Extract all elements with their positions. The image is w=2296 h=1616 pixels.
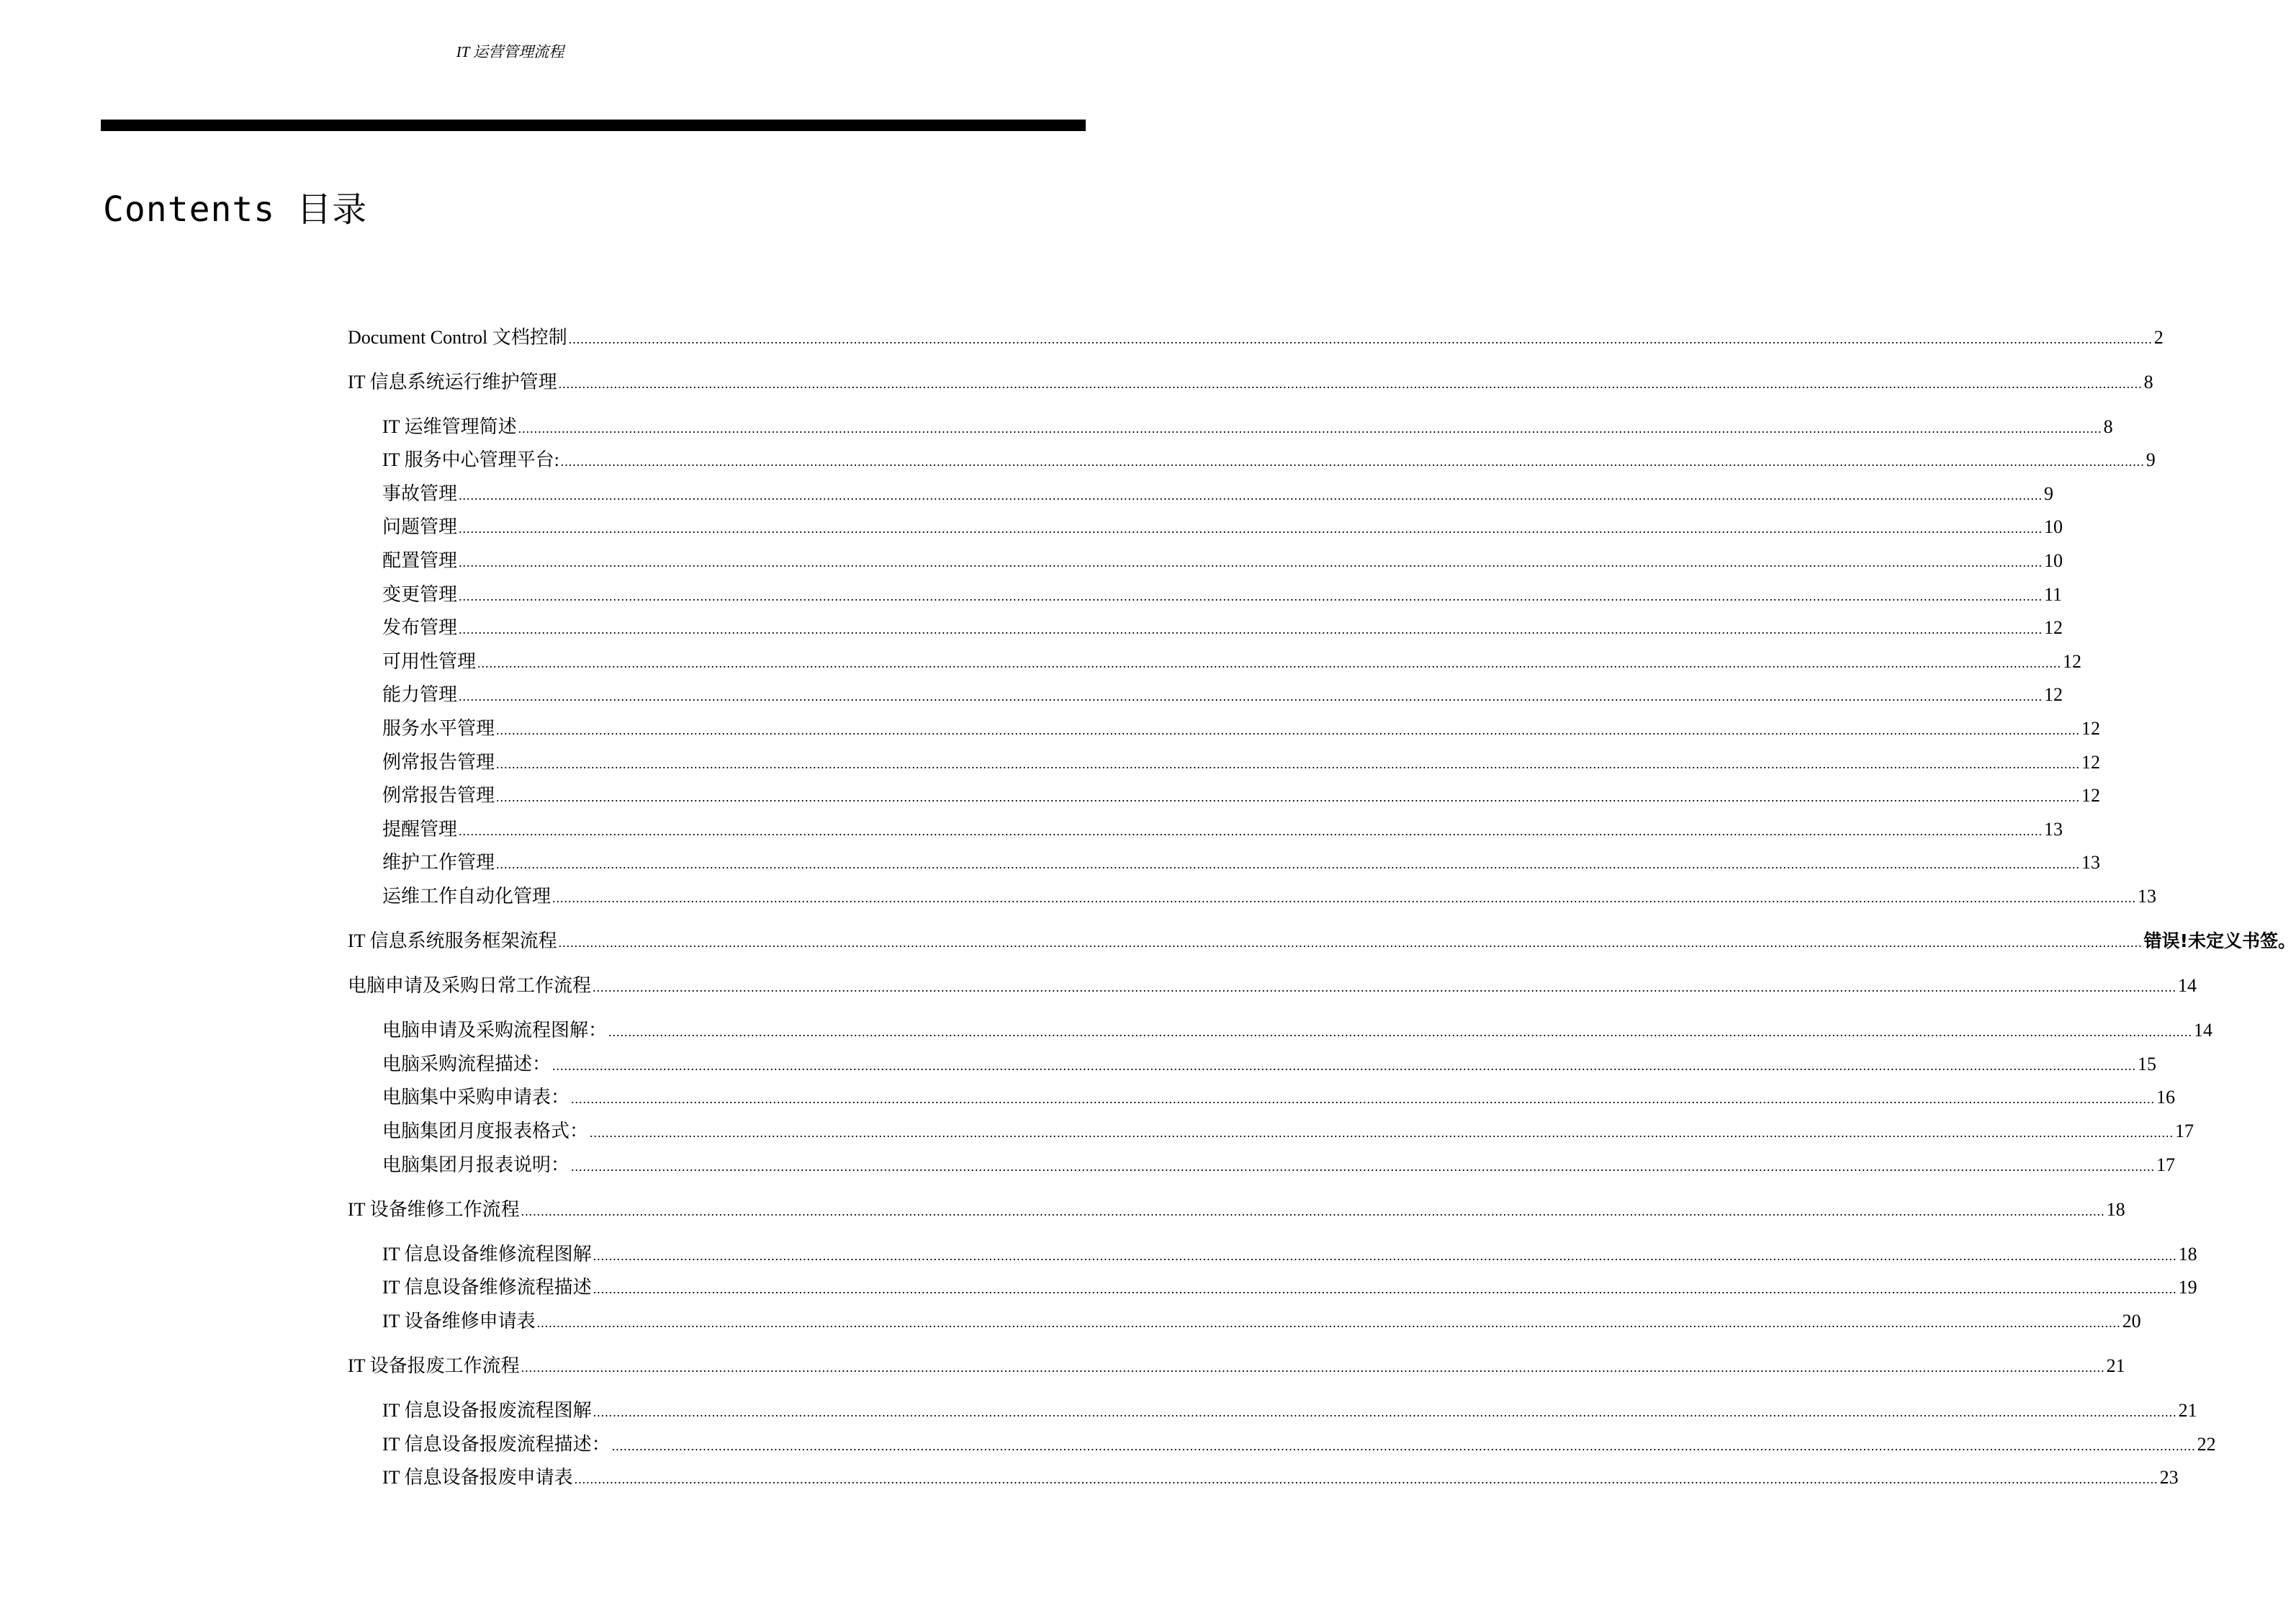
toc-page-number[interactable]: 12 [2063,650,2082,672]
toc-entry[interactable] [348,366,2153,400]
toc-entry-label[interactable]: IT 信息设备报废流程图解 [382,1400,592,1422]
toc-entry[interactable] [348,511,2063,544]
toc-page-number[interactable]: 13 [2044,818,2063,840]
toc-entry[interactable] [348,544,2063,578]
toc-page-number[interactable]: 20 [2122,1311,2141,1332]
toc-page-number[interactable]: 12 [2081,718,2101,740]
toc-entry-label[interactable]: IT 信息设备报废流程描述： [382,1433,611,1455]
toc-page-number[interactable]: 23 [2159,1467,2179,1489]
toc-page-number[interactable]: 8 [2143,371,2153,392]
toc-page-number[interactable]: 21 [2106,1355,2125,1377]
toc-entry[interactable] [348,1428,2216,1462]
toc-entry[interactable] [348,712,2101,746]
dot-leader: ................................................................................................................................................................................................................................................................................................................................................................................................................ [574,1472,2158,1487]
dot-leader: ................................................................................................................................................................................................................................................................................................................................................................................................................ [552,891,2137,905]
toc-page-number[interactable]: 10 [2044,516,2063,538]
toc-entry-label[interactable]: 服务水平管理 [382,718,495,740]
toc-page-number[interactable]: 14 [2194,1020,2213,1041]
toc-entry[interactable] [348,969,2197,1003]
toc-page-number[interactable]: 9 [2146,449,2156,471]
toc-entry-label[interactable]: 电脑集团月度报表格式： [382,1121,589,1142]
toc-entry[interactable] [348,846,2101,880]
dot-leader: ................................................................................................................................................................................................................................................................................................................................................................................................................ [590,1126,2174,1141]
toc-entry-label[interactable]: IT 设备维修申请表 [382,1311,536,1332]
toc-entry[interactable] [348,813,2063,847]
toc-entry[interactable] [348,1149,2176,1182]
toc-entry[interactable] [348,925,2296,959]
dot-leader: ................................................................................................................................................................................................................................................................................................................................................................................................................ [552,1058,2137,1073]
toc-page-number[interactable]: 11 [2044,583,2063,605]
toc-entry-label[interactable]: 可用性管理 [382,650,477,672]
toc-page-number[interactable]: 17 [2156,1154,2176,1175]
running-header [0,40,1143,62]
toc-entry[interactable] [348,477,2054,511]
toc-entry[interactable] [348,1271,2197,1305]
toc-entry-label[interactable]: 电脑申请及采购日常工作流程 [348,975,592,997]
toc-page-number[interactable]: 12 [2081,785,2101,807]
toc-entry-label[interactable]: 能力管理 [382,684,458,706]
toc-entry[interactable] [348,578,2063,612]
toc-entry-label[interactable]: 问题管理 [382,516,458,538]
toc-entry[interactable] [348,321,2164,355]
toc-entry[interactable] [348,1305,2141,1339]
toc-entry[interactable] [348,1048,2157,1082]
toc-entry-label[interactable]: IT 设备维修工作流程 [348,1198,520,1220]
toc-entry-label[interactable]: Document Control 文档控制 [348,326,567,348]
toc-page-number[interactable]: 9 [2044,482,2054,504]
toc-entry[interactable] [348,611,2063,645]
dot-leader: ................................................................................................................................................................................................................................................................................................................................................................................................................ [536,1316,2121,1331]
dot-leader: ................................................................................................................................................................................................................................................................................................................................................................................................................ [459,689,2043,704]
toc-entry[interactable] [348,1394,2197,1428]
dot-leader: ................................................................................................................................................................................................................................................................................................................................................................................................................ [571,1092,2156,1107]
toc-entry-label[interactable]: IT 信息设备维修流程图解 [382,1243,592,1265]
dot-leader: ................................................................................................................................................................................................................................................................................................................................................................................................................ [558,935,2143,951]
dot-leader: ................................................................................................................................................................................................................................................................................................................................................................................................................ [496,790,2081,805]
dot-leader: ................................................................................................................................................................................................................................................................................................................................................................................................................ [593,1282,2177,1297]
dot-leader: ................................................................................................................................................................................................................................................................................................................................................................................................................ [459,555,2043,570]
toc-page-number[interactable]: 14 [2178,975,2197,997]
toc-entry-label[interactable]: IT 设备报废工作流程 [348,1355,520,1377]
toc-page-number[interactable]: 18 [2178,1243,2197,1265]
toc-page-number[interactable]: 22 [2197,1433,2216,1455]
dot-leader: ................................................................................................................................................................................................................................................................................................................................................................................................................ [496,857,2081,872]
toc-page-number[interactable]: 2 [2153,326,2164,348]
dot-leader: ................................................................................................................................................................................................................................................................................................................................................................................................................ [459,588,2043,603]
dot-leader: ................................................................................................................................................................................................................................................................................................................................................................................................................ [568,331,2153,346]
dot-leader: ................................................................................................................................................................................................................................................................................................................................................................................................................ [611,1438,2196,1453]
toc-entry-label[interactable]: 电脑集中采购申请表： [382,1087,570,1108]
dot-leader: ................................................................................................................................................................................................................................................................................................................................................................................................................ [608,1025,2193,1040]
toc-entry-label[interactable]: 配置管理 [382,550,458,572]
toc-entry[interactable] [348,1081,2176,1115]
toc-page-number[interactable]: 13 [2138,886,2157,907]
toc-entry-label[interactable]: IT 信息系统运行维护管理 [348,371,557,392]
toc-entry[interactable] [348,1461,2179,1495]
toc-page-number[interactable]: 13 [2081,852,2101,874]
toc-page-number[interactable]: 12 [2044,684,2063,706]
dot-leader: ................................................................................................................................................................................................................................................................................................................................................................................................................ [593,1405,2177,1420]
dot-leader: ................................................................................................................................................................................................................................................................................................................................................................................................................ [477,655,2062,670]
toc-entry[interactable] [348,746,2101,780]
dot-leader: ................................................................................................................................................................................................................................................................................................................................................................................................................ [518,421,2102,436]
toc-entry[interactable] [348,880,2157,914]
toc-page-number[interactable]: 17 [2175,1121,2194,1142]
toc-entry-label[interactable]: 例常报告管理 [382,751,495,773]
toc-page-number[interactable]: 16 [2156,1087,2176,1108]
toc-entry-label[interactable]: 变更管理 [382,583,458,605]
dot-leader: ................................................................................................................................................................................................................................................................................................................................................................................................................ [593,980,2177,995]
dot-leader: ................................................................................................................................................................................................................................................................................................................................................................................................................ [459,488,2043,503]
dot-leader: ................................................................................................................................................................................................................................................................................................................................................................................................................ [571,1159,2156,1174]
toc-page-number[interactable]: 18 [2106,1198,2125,1220]
dot-leader: ................................................................................................................................................................................................................................................................................................................................................................................................................ [558,376,2143,391]
toc-page-number[interactable]: 12 [2044,617,2063,639]
toc-entry-label[interactable]: IT 信息系统服务框架流程 [348,930,557,952]
dot-leader: ................................................................................................................................................................................................................................................................................................................................................................................................................ [593,1248,2177,1263]
toc-entry-label[interactable]: 运维工作自动化管理 [382,886,552,907]
dot-leader: ................................................................................................................................................................................................................................................................................................................................................................................................................ [521,1203,2105,1218]
toc-entry-label[interactable]: 发布管理 [382,617,458,639]
toc-page-number[interactable]: 12 [2081,751,2101,773]
dot-leader: ................................................................................................................................................................................................................................................................................................................................................................................................................ [459,622,2043,637]
dot-leader: ................................................................................................................................................................................................................................................................................................................................................................................................................ [496,756,2081,771]
toc-entry[interactable] [348,1115,2194,1149]
toc-page-number[interactable]: 8 [2103,416,2113,437]
toc-entry-label[interactable]: 提醒管理 [382,818,458,840]
dot-leader: ................................................................................................................................................................................................................................................................................................................................................................................................................ [496,723,2081,738]
dot-leader: ................................................................................................................................................................................................................................................................................................................................................................................................................ [459,521,2043,537]
dot-leader: ................................................................................................................................................................................................................................................................................................................................................................................................................ [521,1360,2105,1375]
table-of-contents [348,310,2296,1495]
running-header-text: IT 运营管理流程 [456,43,564,60]
toc-entry[interactable] [348,1014,2213,1048]
toc-entry[interactable] [348,410,2113,444]
toc-page-number[interactable]: 15 [2138,1053,2157,1074]
header-rule [101,120,1086,131]
toc-page-number[interactable]: 10 [2044,550,2063,572]
toc-entry-label[interactable]: 电脑集团月报表说明： [382,1154,570,1175]
toc-entry-label[interactable]: 维护工作管理 [382,852,495,874]
toc-entry-label[interactable]: 电脑采购流程描述： [382,1053,552,1074]
dot-leader: ................................................................................................................................................................................................................................................................................................................................................................................................................ [459,823,2043,838]
toc-entry-label[interactable]: IT 服务中心管理平台: [382,449,559,471]
toc-entry[interactable] [348,444,2156,477]
toc-entry-label[interactable]: IT 信息设备报废申请表 [382,1467,573,1489]
dot-leader: ................................................................................................................................................................................................................................................................................................................................................................................................................ [560,454,2145,470]
toc-entry-label[interactable]: 事故管理 [382,482,458,504]
toc-entry[interactable] [348,1350,2125,1383]
toc-page-number[interactable]: 19 [2178,1277,2197,1298]
toc-entry[interactable] [348,678,2063,712]
toc-page-number[interactable]: 错误!未定义书签。 [2143,930,2296,952]
toc-page-number[interactable]: 21 [2178,1400,2197,1422]
toc-entry[interactable] [348,779,2101,813]
toc-entry-label[interactable]: IT 运维管理简述 [382,416,517,437]
toc-entry[interactable] [348,645,2082,679]
toc-entry[interactable] [348,1193,2125,1227]
toc-entry[interactable] [348,1238,2197,1272]
toc-entry-label[interactable]: 电脑申请及采购流程图解： [382,1020,608,1041]
page-title: Contents 目录 [103,189,368,230]
toc-entry-label[interactable]: IT 信息设备维修流程描述 [382,1277,592,1298]
toc-entry-label[interactable]: 例常报告管理 [382,785,495,807]
